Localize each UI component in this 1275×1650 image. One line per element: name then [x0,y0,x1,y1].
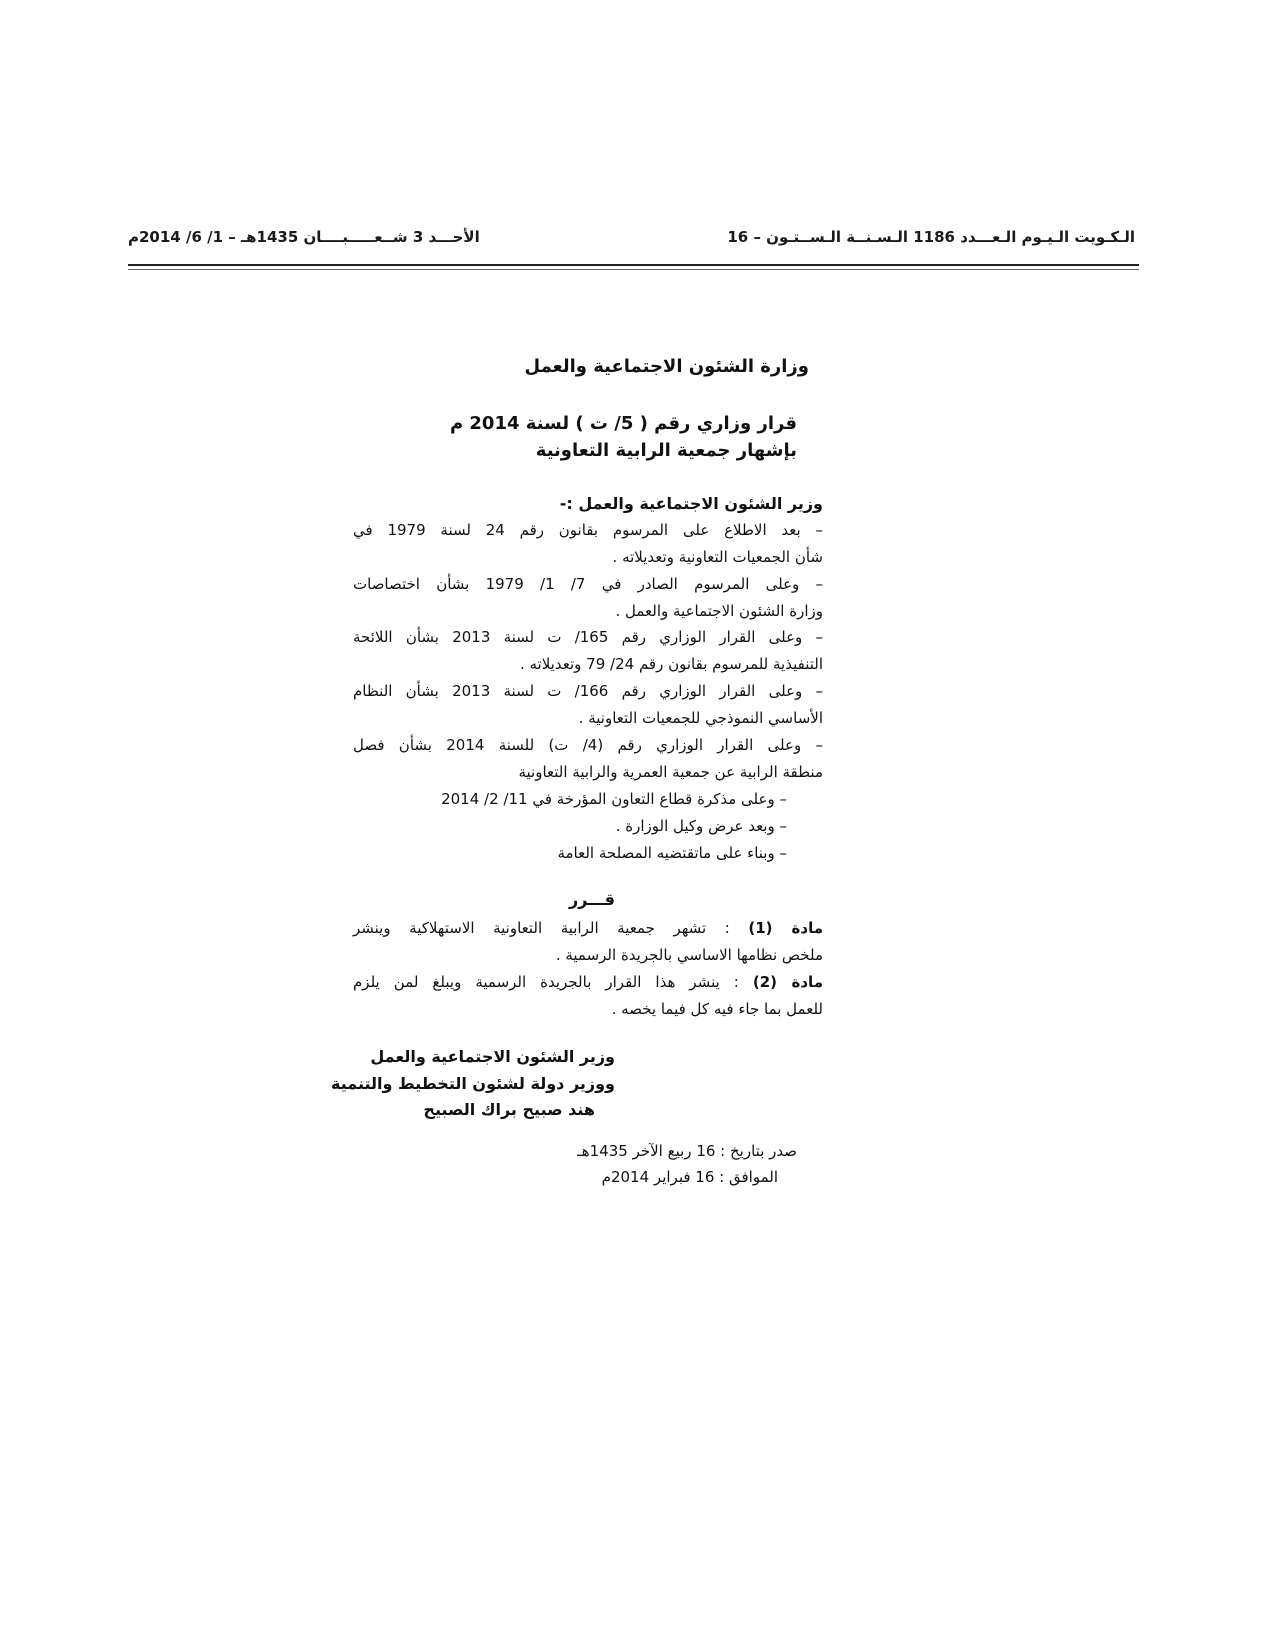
issue-date-gregorian: الموافق : 16 فبراير 2014م [601,1168,778,1186]
decision-subject: بإشهار جمعية الرابية التعاونية [535,440,797,461]
minister-intro: وزير الشئون الاجتماعية والعمل :- [559,494,823,513]
preamble-line: شأن الجمعيات التعاونية وتعديلاته . [612,548,823,566]
gazette-header-date: الأحـــد 3 شــعـــــبــــان 1435هـ – 1/ 6/ 2014م [128,228,480,246]
preamble-line: – وبناء على ماتقتضيه المصلحة العامة [557,844,787,862]
article-1 [353,915,823,942]
preamble-line: – وبعد عرض وكيل الوزارة . [615,817,787,835]
article-2-continued: للعمل بما جاء فيه كل فيما يخصه . [611,1000,823,1018]
preamble-line: – وعلى القرار الوزاري رقم (4/ ت) للسنة 2014 بشأن فصل [353,736,823,754]
article-label: مادة (1) [748,919,823,937]
ministry-name: وزارة الشئون الاجتماعية والعمل [524,356,809,377]
decided-heading: قـــرر [568,890,615,909]
article-2 [353,969,823,996]
preamble-line: منطقة الرابية عن جمعية العمرية والرابية التعاونية [518,763,823,781]
gazette-header-issue: الـكـويت الـيـوم الـعـــدد 1186 الـسـنــة الـســتـون – 16 [727,228,1135,246]
preamble-line: – وعلى مذكرة قطاع التعاون المؤرخة في 11/ 2/ 2014 [441,790,787,808]
preamble-line: – بعد الاطلاع على المرسوم بقانون رقم 24 لسنة 1979 في [353,521,823,539]
header-rule [128,264,1139,266]
preamble-line: الأساسي النموذجي للجمعيات التعاونية . [578,709,823,727]
signatory-title-2: ووزير دولة لشئون التخطيط والتنمية [331,1074,615,1093]
article-label: مادة (2) [752,973,823,991]
issue-date-hijri: صدر بتاريخ : 16 ربيع الآخر 1435هـ [577,1142,797,1160]
preamble-line: وزارة الشئون الاجتماعية والعمل . [615,602,823,620]
article-text: : تشهر جمعية الرابية التعاونية الاستهلاكية وينشر [353,919,749,937]
header-rule-thin [128,269,1139,270]
preamble-line: – وعلى القرار الوزاري رقم 165/ ت لسنة 2013 بشأن اللائحة [353,628,824,646]
preamble-line: التنفيذية للمرسوم بقانون رقم 24/ 79 وتعديلاته . [519,655,823,673]
signatory-title: وزير الشئون الاجتماعية والعمل [370,1047,615,1066]
decision-title: قرار وزاري رقم ( 5/ ت ) لسنة 2014 م [449,413,797,434]
preamble-line: – وعلى القرار الوزاري رقم 166/ ت لسنة 2013 بشأن النظام [353,682,824,700]
article-text: : ينشر هذا القرار بالجريدة الرسمية ويبلغ لمن يلزم [353,973,753,991]
article-1-continued: ملخص نظامها الاساسي بالجريدة الرسمية . [555,946,823,964]
preamble-line: – وعلى المرسوم الصادر في 7/ 1/ 1979 بشأن اختصاصات [353,575,824,593]
signatory-name: هند صبيح براك الصبيح [423,1100,595,1119]
